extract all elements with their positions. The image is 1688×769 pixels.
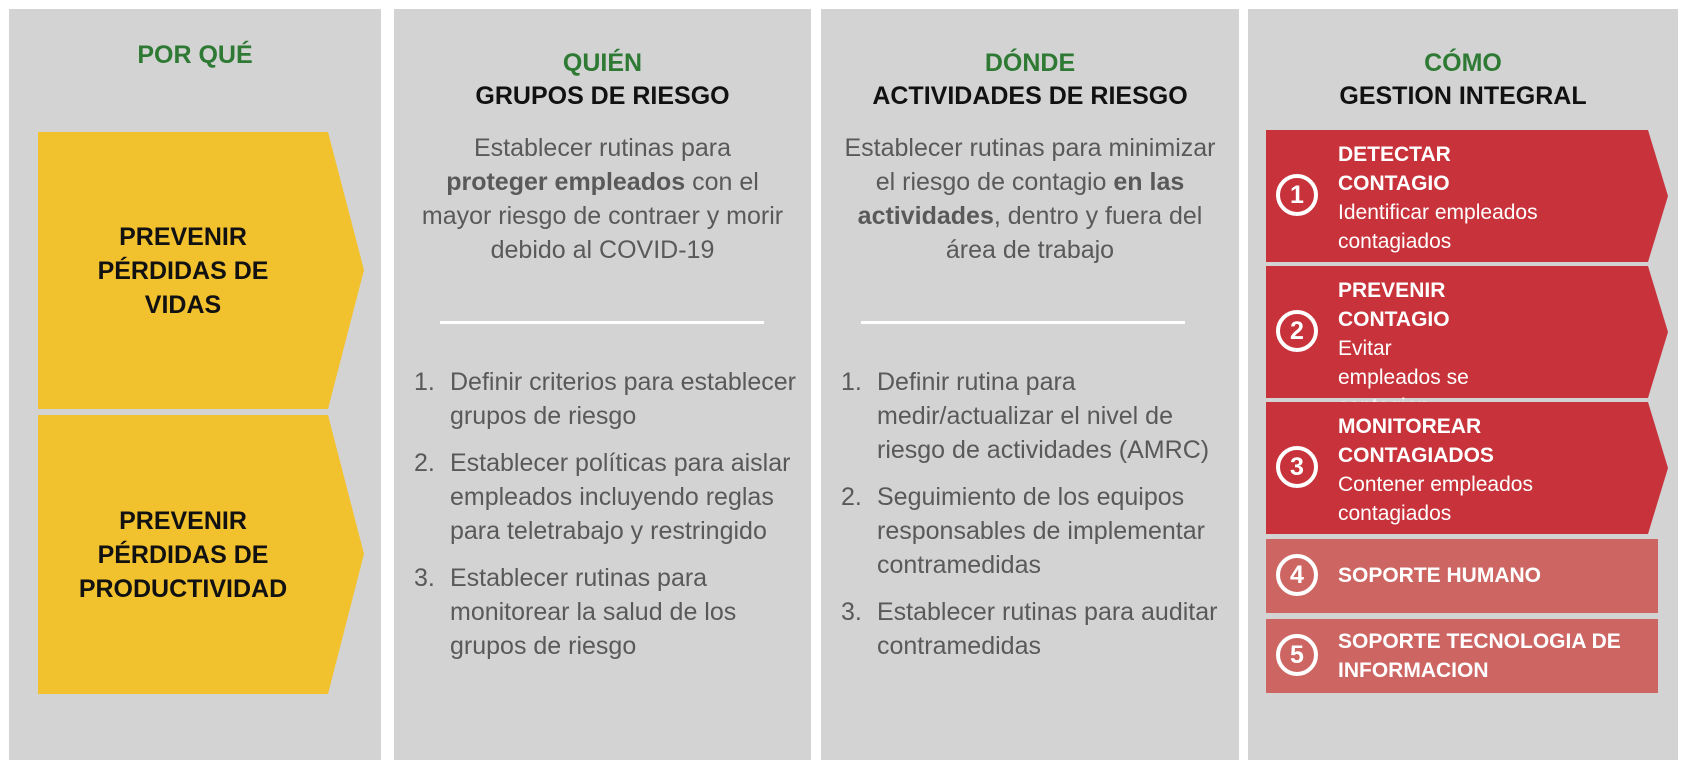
chevron-label-productividad bbox=[38, 415, 328, 694]
desc-pre: Establecer rutinas para minimizar el riesgo de contagio bbox=[844, 134, 1216, 196]
como-header bbox=[1248, 47, 1678, 113]
step-desc: Evitar empleados se bbox=[1338, 337, 1469, 389]
item-number: 3. bbox=[841, 598, 862, 626]
desc-post: , dentro y fuera del área de trabajo bbox=[945, 202, 1203, 264]
desc-bold: proteger empleados bbox=[446, 168, 686, 196]
step-title: MONITOREAR CONTAGIADOS bbox=[1338, 415, 1494, 467]
item-text: Establecer rutinas para auditar contramedidas bbox=[877, 598, 1218, 660]
item-text: Seguimiento de los equipos responsables de implementar contramedidas bbox=[877, 483, 1205, 579]
chevron-label-vidas bbox=[38, 132, 328, 409]
por-que-column bbox=[9, 9, 381, 760]
item-text: Definir rutina para medir/actualizar el nivel de riesgo de actividades (AMRC) bbox=[877, 368, 1210, 464]
step-desc: Contener empleados contagiados bbox=[1338, 473, 1533, 525]
donde-list bbox=[841, 365, 1225, 676]
por-que-title: POR QUÉ bbox=[137, 41, 253, 69]
como-title: CÓMO bbox=[1424, 49, 1502, 77]
step-monitorear-contagiados bbox=[1266, 402, 1668, 534]
step-text bbox=[1338, 140, 1638, 256]
item-number: 1. bbox=[414, 368, 435, 396]
list-item bbox=[841, 480, 1225, 582]
list-item bbox=[414, 365, 797, 433]
desc-pre: Establecer rutinas para bbox=[473, 134, 732, 162]
chevron-line: PÉRDIDAS DE bbox=[97, 540, 269, 569]
quien-list bbox=[414, 365, 797, 676]
donde-title: DÓNDE bbox=[984, 49, 1076, 77]
list-item bbox=[841, 365, 1225, 467]
donde-header bbox=[821, 47, 1239, 113]
step-text bbox=[1338, 561, 1638, 590]
step-number-circle: 3 bbox=[1276, 446, 1318, 488]
step-title: SOPORTE HUMANO bbox=[1338, 564, 1542, 587]
como-column bbox=[1248, 9, 1678, 760]
chevron-line: PÉRDIDAS DE bbox=[97, 256, 269, 285]
step-number-circle: 2 bbox=[1276, 310, 1318, 352]
step-text bbox=[1338, 412, 1638, 528]
item-text: Definir criterios para establecer grupos de riesgo bbox=[450, 368, 796, 430]
divider bbox=[861, 321, 1185, 324]
list-item bbox=[841, 595, 1225, 663]
step-prevenir-contagio bbox=[1266, 266, 1668, 398]
donde-subtitle: ACTIVIDADES DE RIESGO bbox=[872, 82, 1188, 110]
list-item bbox=[414, 561, 797, 663]
step-title: DETECTAR CONTAGIO bbox=[1338, 143, 1451, 195]
step-soporte-humano bbox=[1266, 539, 1668, 613]
step-detectar-contagio bbox=[1266, 130, 1668, 262]
step-text bbox=[1338, 627, 1638, 685]
quien-subtitle: GRUPOS DE RIESGO bbox=[475, 82, 730, 110]
desc-bold: en las actividades bbox=[857, 168, 1185, 230]
step-desc: Identificar empleados contagiados bbox=[1338, 201, 1538, 253]
desc-post: con el mayor riesgo de contraer y morir debido al COVID-19 bbox=[421, 168, 784, 264]
chevron-line: PRODUCTIVIDAD bbox=[78, 574, 288, 603]
item-text: Establecer rutinas para monitorear la salud de los grupos de riesgo bbox=[450, 564, 737, 660]
step-soporte-tecnologia bbox=[1266, 619, 1668, 693]
step-number-circle: 4 bbox=[1276, 554, 1318, 596]
chevron-line: PREVENIR bbox=[119, 222, 247, 251]
chevron-line: PREVENIR bbox=[119, 506, 247, 535]
step-text bbox=[1338, 276, 1638, 421]
por-que-header bbox=[9, 39, 381, 72]
quien-description bbox=[420, 131, 785, 267]
item-number: 2. bbox=[414, 449, 435, 477]
chevron-prevenir-productividad bbox=[38, 415, 364, 694]
donde-description bbox=[841, 131, 1219, 267]
quien-column bbox=[394, 9, 811, 760]
list-item bbox=[414, 446, 797, 548]
step-title: PREVENIR CONTAGIO bbox=[1338, 279, 1450, 331]
donde-column bbox=[821, 9, 1239, 760]
como-subtitle: GESTION INTEGRAL bbox=[1339, 82, 1587, 110]
quien-title: QUIÉN bbox=[562, 49, 643, 77]
item-number: 2. bbox=[841, 483, 862, 511]
step-number-circle: 5 bbox=[1276, 634, 1318, 676]
item-number: 3. bbox=[414, 564, 435, 592]
divider bbox=[440, 321, 764, 324]
item-text: Establecer políticas para aislar empleados incluyendo reglas para teletrabajo y restringido bbox=[450, 449, 791, 545]
step-title: SOPORTE TECNOLOGIA DE INFORMACION bbox=[1338, 630, 1621, 682]
chevron-prevenir-vidas bbox=[38, 132, 364, 409]
quien-header bbox=[394, 47, 811, 113]
chevron-line: VIDAS bbox=[144, 290, 222, 319]
item-number: 1. bbox=[841, 368, 862, 396]
step-number-circle: 1 bbox=[1276, 174, 1318, 216]
